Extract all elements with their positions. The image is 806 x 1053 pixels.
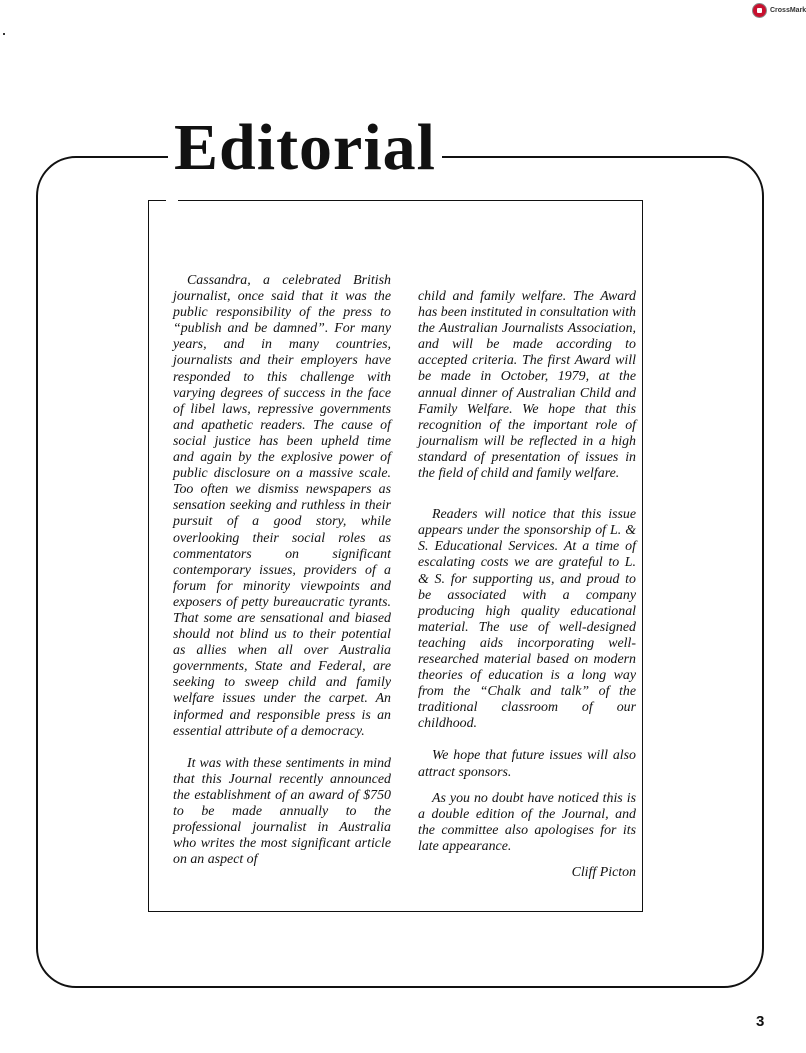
page-title: Editorial	[168, 113, 442, 183]
paragraph: Cassandra, a celebrated British journalist, once said that it was the public responsibility of the press to “publish and be damned”. For many years, and in many countries, journalists and their employers have responded to this challenge with varying degrees of success in the face of libel laws, repressive governments and apathetic readers. The cause of social justice has been upheld time and again by the explosive power of public disclosure on a massive scale. Too often we dismiss newspapers as sensation seeking and ruthless in their pursuit of a good story, while overlooking their social roles as commentators on significant contemporary issues, providers of a forum for minority viewpoints and exposers of petty bureaucratic tyrants. That some are sensational and biased should not blind us to their potential as allies when all over Australia governments, State and Federal, are seeking to sweep child and family welfare issues under the carpet. An informed and responsible press is an essential attribute of a democracy.	[173, 273, 391, 739]
paragraph: We hope that future issues will also attract sponsors.	[418, 748, 636, 780]
right-column	[418, 273, 636, 881]
page-number: 3	[756, 1013, 765, 1030]
paragraph: It was with these sentiments in mind that this Journal recently announced the establishment of an award of $750 to be made annually to the professional journalist in Australia who writes the most significant article on an aspect of	[173, 755, 391, 868]
paragraph: child and family welfare. The Award has been instituted in consultation with the Australian Journalists Association, and will be made according to accepted criteria. The first Award will be made in October, 1979, at the annual dinner of Australian Child and Family Welfare. We hope that this recognition of the important role of journalism will be reflected in a high standard of presentation of issues in the field of child and family welfare.	[418, 289, 636, 482]
margin-mark	[3, 33, 5, 35]
crossmark-icon	[752, 3, 767, 18]
inner-frame-gap	[166, 198, 178, 203]
author-signature: Cliff Picton	[571, 865, 636, 880]
paragraph: As you no doubt have noticed this is a double edition of the Journal, and the committee also apologises for its late appearance.	[418, 790, 636, 854]
paragraph: Readers will notice that this issue appears under the sponsorship of L. & S. Educational Services. At a time of escalating costs we are grateful to L. & S. for supporting us, and proud to be associated with a company producing high quality educational material. The use of well-designed teaching aids incorporating well-researched material based on modern theories of education is a long way from the “Chalk and talk” of the traditional classroom of our childhood.	[418, 507, 636, 732]
left-column	[173, 273, 391, 884]
crossmark-badge[interactable]	[752, 3, 806, 18]
crossmark-label: CrossMark	[770, 7, 806, 14]
